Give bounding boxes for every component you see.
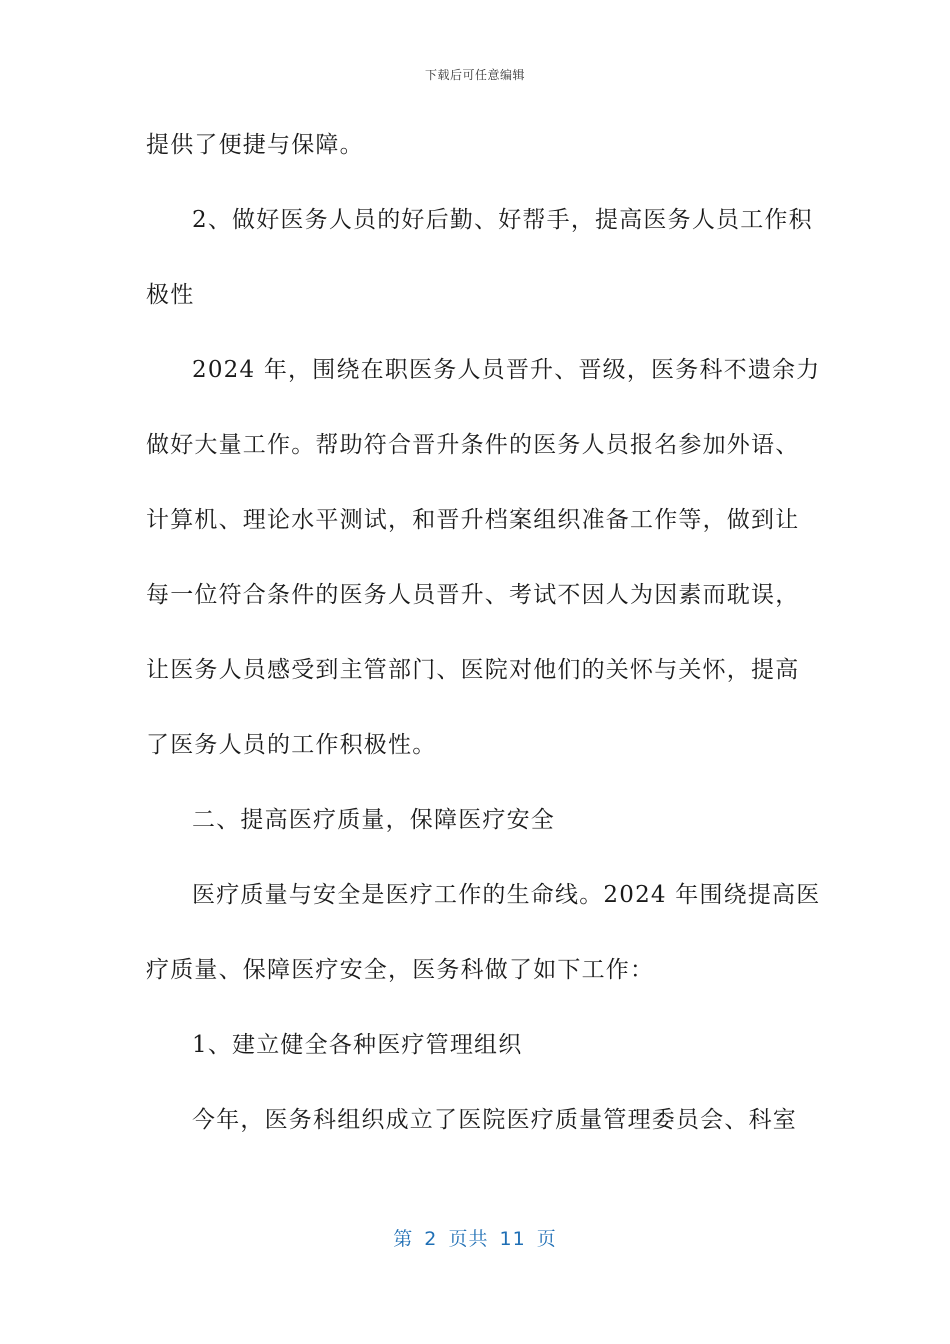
text-line: 计算机、理论水平测试，和晋升档案组织准备工作等，做到让 [146,507,800,533]
text-line: 2024 年，围绕在职医务人员晋升、晋级，医务科不遗余力 [192,357,821,383]
page-suffix: 页 [536,1228,557,1250]
text-line: 提供了便捷与保障。 [146,132,364,158]
page-header-note: 下载后可任意编辑 [424,68,525,82]
text-line: 2、做好医务人员的好后勤、好帮手，提高医务人员工作积 [192,207,813,233]
text-line: 做好大量工作。帮助符合晋升条件的医务人员报名参加外语、 [146,432,800,458]
text-line: 每一位符合条件的医务人员晋升、考试不因人为因素而耽误， [146,582,800,608]
page-mid: 页共 [448,1228,489,1250]
page-prefix: 第 [393,1228,414,1250]
text-line: 疗质量、保障医疗安全，医务科做了如下工作： [146,957,655,983]
current-page-number: 2 [424,1228,438,1250]
text-line: 医疗质量与安全是医疗工作的生命线。2024 年围绕提高医 [192,882,821,908]
section-heading: 二、提高医疗质量，保障医疗安全 [192,807,555,833]
text-line: 极性 [146,282,195,308]
document-body [146,119,821,1169]
text-line: 今年，医务科组织成立了医院医疗质量管理委员会、科室 [192,1107,797,1133]
page-number-footer [0,1224,950,1251]
total-pages-number: 11 [499,1228,526,1250]
subsection-heading: 1、建立健全各种医疗管理组织 [192,1032,523,1058]
text-line: 了医务人员的工作积极性。 [146,732,437,758]
text-line: 让医务人员感受到主管部门、医院对他们的关怀与关怀，提高 [146,657,800,683]
